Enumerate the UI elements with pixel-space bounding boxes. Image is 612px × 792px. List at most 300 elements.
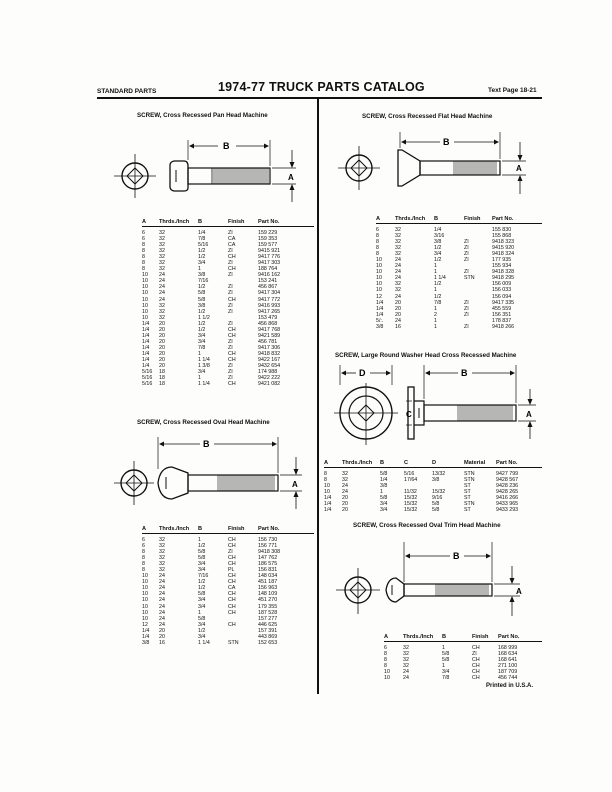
cell-b: 1 [442, 645, 445, 651]
cell-b: 1 [434, 317, 437, 324]
cell-part-no: 9417 335 [492, 299, 515, 306]
cell-threads-per-inch: 24 [395, 317, 401, 324]
cell-b: 3/8 [434, 239, 442, 246]
cell-material: STN [464, 477, 475, 484]
cell-b: 1 [434, 323, 437, 330]
cell-threads-per-inch: 18 [159, 381, 165, 388]
cell-threads-per-inch: 32 [395, 239, 401, 246]
cell-part-no: 156 351 [492, 311, 512, 318]
cell-b: 7/8 [442, 675, 450, 682]
cell-part-no: 9418 324 [492, 251, 515, 258]
trim-header-finish: Finish [472, 632, 498, 642]
washer-dim-c-label: C [406, 410, 412, 419]
cell-a: 1/4 [142, 332, 150, 339]
cell-a: 1/4 [324, 501, 332, 508]
cell-b: 1/2 [198, 254, 206, 261]
cell-finish: CH [228, 381, 236, 388]
cell-b: 1/2 [198, 284, 206, 291]
cell-threads-per-inch: 24 [159, 621, 165, 628]
column-divider [317, 97, 319, 694]
flat-head-title: SCREW, Cross Recessed Flat Head Machine [362, 113, 493, 120]
cell-threads-per-inch: 20 [159, 350, 165, 357]
cell-part-no: 9416 162 [258, 272, 281, 279]
washer-head-table [324, 458, 542, 513]
cell-b: 1/2 [434, 257, 442, 264]
cell-threads-per-inch: 18 [159, 375, 165, 382]
oval-header-b: B [198, 524, 228, 534]
cell-a: 8 [142, 242, 145, 249]
cell-b: 1 [198, 266, 201, 273]
cell-a: 10 [142, 585, 148, 592]
cell-b: 1 1/2 [198, 314, 210, 321]
cell-part-no: 446 625 [258, 621, 278, 628]
cell-a: 10 [376, 257, 382, 264]
cell-finish: PL [228, 567, 235, 574]
cell-a: 10 [376, 287, 382, 294]
cell-b: 3/4 [442, 669, 450, 676]
cell-threads-per-inch: 20 [159, 363, 165, 370]
cell-threads-per-inch: 20 [159, 332, 165, 339]
cell-a: 8 [324, 477, 327, 484]
cell-a: 8 [142, 567, 145, 574]
trim-header-b: B [442, 632, 472, 642]
cell-finish: CH [228, 332, 236, 339]
cell-a: 1/4 [142, 326, 150, 333]
cell-threads-per-inch: 32 [403, 663, 409, 670]
cell-threads-per-inch: 24 [159, 603, 165, 610]
table-row [324, 468, 542, 478]
cell-d: 3/8 [432, 477, 440, 484]
cell-a: 1/4 [142, 320, 150, 327]
cell-b: 3/4 [198, 603, 206, 610]
cell-b: 1 1/4 [434, 275, 446, 282]
table-row [142, 227, 314, 237]
cell-b: 1/2 [434, 281, 442, 288]
cell-part-no: 156 831 [258, 567, 278, 574]
cell-a: 6 [376, 227, 379, 233]
trim-head-screw-diagram [334, 536, 540, 628]
cell-c: 17/64 [404, 477, 418, 484]
washer-header-threads-per-inch: Thrds./Inch [342, 458, 380, 468]
cell-c: 15/32 [404, 507, 418, 514]
cell-b: 3/4 [198, 260, 206, 267]
cell-part-no: 9415 921 [258, 248, 281, 255]
cell-threads-per-inch: 24 [395, 275, 401, 282]
cell-b: 5/8 [198, 555, 206, 562]
catalog-title: 1974-77 TRUCK PARTS CATALOG [218, 80, 425, 94]
cell-a: 10 [142, 278, 148, 285]
cell-d: 5/8 [432, 507, 440, 514]
cell-b: 5/8 [380, 495, 388, 502]
cell-part-no: 9418 266 [492, 323, 515, 330]
cell-finish: CH [472, 645, 480, 651]
cell-b: 5/8 [198, 549, 206, 556]
pan-header-part-no: Part No. [258, 217, 314, 227]
cell-part-no: 159 577 [258, 242, 278, 249]
cell-finish: CA [228, 236, 236, 243]
cell-a: 5/16 [142, 381, 153, 388]
cell-finish: ZI [464, 311, 469, 318]
cell-finish: CH [228, 543, 236, 550]
cell-b: 1 [198, 375, 201, 382]
cell-finish: CH [228, 296, 236, 303]
cell-a: 8 [384, 651, 387, 658]
cell-a: 6 [142, 543, 145, 550]
cell-finish: CA [228, 242, 236, 249]
cell-part-no: 9415 920 [492, 245, 515, 252]
cell-a: 5/16 [142, 369, 153, 376]
cell-a: 10 [142, 591, 148, 598]
cell-finish: ZI [228, 248, 233, 255]
cell-threads-per-inch: 24 [342, 489, 348, 496]
washer-dim-b-label: B [461, 368, 468, 378]
cell-threads-per-inch: 32 [159, 314, 165, 321]
cell-material: ST [464, 483, 471, 490]
cell-part-no: 148 109 [258, 591, 278, 598]
cell-part-no: 456 744 [498, 675, 518, 682]
cell-a: 10 [376, 263, 382, 270]
cell-a: 1/4 [376, 311, 384, 318]
cell-threads-per-inch: 24 [159, 296, 165, 303]
cell-a: 10 [142, 573, 148, 580]
cell-threads-per-inch: 24 [159, 597, 165, 604]
cell-finish: CH [228, 591, 236, 598]
cell-threads-per-inch: 32 [395, 245, 401, 252]
cell-a: 8 [142, 555, 145, 562]
table-row [142, 381, 314, 387]
washer-head-screw-diagram [326, 363, 540, 455]
cell-threads-per-inch: 32 [403, 657, 409, 664]
cell-threads-per-inch: 32 [159, 266, 165, 273]
cell-part-no: 156 094 [492, 293, 512, 300]
cell-d: 9/16 [432, 495, 443, 502]
cell-b: 1 [380, 489, 383, 496]
flat-header-a: A [376, 214, 395, 224]
cell-part-no: 9418 328 [492, 269, 515, 276]
cell-finish: ZI [228, 260, 233, 267]
cell-b: 1 [434, 263, 437, 270]
pan-head-screw-diagram [112, 130, 312, 210]
trim-header-a: A [384, 632, 403, 642]
cell-threads-per-inch: 32 [395, 281, 401, 288]
cell-a: 6 [142, 236, 145, 243]
cell-finish: ZI [472, 651, 477, 658]
cell-threads-per-inch: 20 [159, 627, 165, 634]
cell-threads-per-inch: 20 [159, 326, 165, 333]
table-row [324, 507, 542, 513]
cell-finish: ZI [228, 320, 233, 327]
cell-part-no: 153 241 [258, 278, 278, 285]
cell-a: 10 [384, 669, 390, 676]
cell-threads-per-inch: 32 [403, 645, 409, 651]
cell-finish: ZI [464, 239, 469, 246]
cell-threads-per-inch: 32 [159, 242, 165, 249]
cell-part-no: 174 988 [258, 369, 278, 376]
cell-b: 3/4 [198, 338, 206, 345]
cell-material: STN [464, 501, 475, 508]
cell-a: 8 [384, 663, 387, 670]
pan-header-finish: Finish [228, 217, 258, 227]
cell-b: 1/4 [198, 230, 206, 236]
cell-finish: ZI [228, 375, 233, 382]
cell-b: 1/2 [434, 245, 442, 252]
cell-b: 1/2 [198, 326, 206, 333]
pan-dim-a-label: A [288, 173, 294, 182]
cell-a: 8 [142, 248, 145, 255]
cell-threads-per-inch: 24 [403, 669, 409, 676]
cell-a: 10 [142, 308, 148, 315]
cell-finish: CH [228, 603, 236, 610]
cell-b: 1 3/8 [198, 363, 210, 370]
cell-b: 1/4 [380, 477, 388, 484]
cell-b: 3/4 [198, 561, 206, 568]
header-left-label: STANDARD PARTS [97, 88, 157, 95]
cell-threads-per-inch: 20 [342, 501, 348, 508]
cell-threads-per-inch: 32 [159, 555, 165, 562]
pan-header-threads-per-inch: Thrds./Inch [159, 217, 198, 227]
cell-part-no: 159 229 [258, 230, 278, 236]
cell-finish: CH [472, 675, 480, 682]
cell-threads-per-inch: 20 [395, 299, 401, 306]
cell-b: 7/8 [198, 344, 206, 351]
cell-finish: ZI [228, 338, 233, 345]
cell-threads-per-inch: 16 [159, 639, 165, 646]
cell-b: 5/8 [442, 651, 450, 658]
cell-part-no: 9421 082 [258, 381, 281, 388]
cell-b: 1 [198, 537, 201, 543]
cell-finish: ZI [228, 549, 233, 556]
cell-a: 6 [142, 537, 145, 543]
cell-a: 1/4 [142, 356, 150, 363]
cell-part-no: 9417 303 [258, 260, 281, 267]
trim-head-table [384, 632, 542, 681]
cell-a: 10 [384, 675, 390, 682]
cell-finish: CH [472, 669, 480, 676]
cell-b: 5/8 [380, 471, 388, 477]
cell-threads-per-inch: 16 [395, 323, 401, 330]
cell-b: 1 [198, 609, 201, 616]
cell-b: 3/4 [380, 501, 388, 508]
cell-a: 10 [142, 579, 148, 586]
cell-material: ST [464, 507, 471, 514]
cell-part-no: 456 867 [258, 284, 278, 291]
cell-b: 3/4 [198, 332, 206, 339]
cell-part-no: 9418 295 [492, 275, 515, 282]
cell-a: 1/4 [142, 633, 150, 640]
cell-part-no: 187 528 [258, 609, 278, 616]
cell-a: 12 [376, 293, 382, 300]
cell-threads-per-inch: 32 [159, 236, 165, 243]
table-row [376, 224, 542, 234]
cell-c: 11/32 [404, 489, 417, 496]
cell-part-no: 9422 167 [258, 356, 281, 363]
table-row [376, 324, 542, 330]
cell-threads-per-inch: 24 [159, 609, 165, 616]
cell-finish: CH [228, 621, 236, 628]
cell-finish: CH [228, 266, 236, 273]
cell-a: 12 [142, 621, 148, 628]
cell-b: 1 1/4 [198, 356, 210, 363]
cell-finish: STN [464, 275, 475, 282]
flat-header-b: B [434, 214, 464, 224]
cell-part-no: 9428 236 [496, 483, 519, 490]
cell-finish: ZI [464, 257, 469, 264]
cell-a: 1/4 [376, 305, 384, 312]
cell-part-no: 168 641 [498, 657, 518, 664]
cell-part-no: 188 764 [258, 266, 278, 273]
cell-part-no: 156 009 [492, 281, 512, 288]
cell-threads-per-inch: 24 [159, 585, 165, 592]
cell-a: 8 [142, 266, 145, 273]
pan-head-title: SCREW, Cross Recessed Pan Head Machine [137, 112, 268, 119]
cell-part-no: 443 869 [258, 633, 278, 640]
cell-a: 8 [142, 549, 145, 556]
washer-header-c: C [404, 458, 432, 468]
cell-a: 6 [384, 645, 387, 651]
cell-b: 1/2 [198, 579, 206, 586]
cell-part-no: 157 277 [258, 615, 278, 622]
pan-head-table [142, 217, 314, 387]
cell-a: 1/4 [324, 507, 332, 514]
cell-finish: CH [228, 356, 236, 363]
trim-header-part-no: Part No. [498, 632, 542, 642]
cell-b: 3/4 [380, 507, 388, 514]
cell-threads-per-inch: 32 [159, 248, 165, 255]
washer-dim-a-label: A [526, 410, 532, 419]
cell-a: 10 [142, 296, 148, 303]
flat-dim-a-label: A [516, 164, 522, 173]
cell-a: 10 [142, 615, 148, 622]
oval-dim-a-label: A [292, 480, 298, 489]
cell-b: 5/8 [198, 615, 206, 622]
cell-finish: ZI [464, 251, 469, 258]
cell-finish: CH [228, 579, 236, 586]
cell-b: 1/4 [434, 227, 442, 233]
cell-material: ST [464, 495, 471, 502]
cell-threads-per-inch: 24 [159, 272, 165, 279]
flat-dim-b-label: B [443, 137, 450, 147]
cell-part-no: 179 355 [258, 603, 278, 610]
cell-b: 1 [434, 269, 437, 276]
cell-part-no: 9418 308 [258, 549, 281, 556]
flat-header-finish: Finish [464, 214, 492, 224]
cell-finish: CH [228, 326, 236, 333]
cell-threads-per-inch: 24 [159, 591, 165, 598]
oval-header-finish: Finish [228, 524, 258, 534]
cell-part-no: 9418 832 [258, 350, 281, 357]
cell-finish: CH [228, 350, 236, 357]
cell-part-no: 9416 266 [496, 495, 519, 502]
cell-part-no: 451 187 [258, 579, 278, 586]
flat-head-screw-diagram [336, 128, 536, 210]
cell-finish: ZI [464, 269, 469, 276]
cell-finish: CH [228, 561, 236, 568]
washer-header-d: D [432, 458, 464, 468]
cell-threads-per-inch: 20 [159, 356, 165, 363]
cell-b: 1/2 [198, 320, 206, 327]
cell-threads-per-inch: 20 [159, 320, 165, 327]
cell-threads-per-inch: 32 [395, 227, 401, 233]
cell-a: 5/16 [142, 375, 153, 382]
cell-threads-per-inch: 32 [159, 537, 165, 543]
cell-b: 1 [434, 305, 437, 312]
cell-threads-per-inch: 24 [159, 615, 165, 622]
cell-finish: CH [472, 657, 480, 664]
cell-part-no: 9427 799 [496, 471, 519, 477]
cell-threads-per-inch: 32 [159, 308, 165, 315]
cell-finish: CH [228, 597, 236, 604]
cell-threads-per-inch: 24 [159, 284, 165, 291]
cell-b: 3/4 [198, 633, 206, 640]
cell-finish: ZI [228, 363, 233, 370]
cell-part-no: 9417 776 [258, 254, 281, 261]
cell-finish: CH [228, 573, 236, 580]
washer-header-part-no: Part No. [496, 458, 542, 468]
trim-dim-a-label: A [516, 587, 522, 596]
cell-threads-per-inch: 32 [159, 230, 165, 236]
cell-part-no: 177 935 [492, 257, 512, 264]
cell-part-no: 168 634 [498, 651, 518, 658]
cell-finish: ZI [228, 284, 233, 291]
cell-b: 7/16 [198, 573, 209, 580]
cell-part-no: 178 837 [492, 317, 512, 324]
cell-a: 8 [376, 239, 379, 246]
cell-b: 3/4 [198, 621, 206, 628]
cell-a: 3/8 [376, 323, 384, 330]
cell-threads-per-inch: 32 [395, 287, 401, 294]
cell-a: 10 [142, 314, 148, 321]
cell-b: 5/16 [198, 242, 209, 249]
cell-finish: ZI [228, 308, 233, 315]
cell-b: 3/16 [434, 233, 445, 240]
cell-part-no: 152 653 [258, 639, 278, 646]
washer-head-title: SCREW, Large Round Washer Head Cross Recessed Machine [335, 352, 517, 359]
cell-threads-per-inch: 24 [159, 579, 165, 586]
cell-a: 10 [324, 489, 330, 496]
pan-dim-b-label: B [223, 141, 230, 151]
cell-finish: STN [228, 639, 239, 646]
cell-finish: CH [228, 555, 236, 562]
cell-threads-per-inch: 20 [159, 633, 165, 640]
cell-threads-per-inch: 32 [159, 549, 165, 556]
cell-a: 1/4 [142, 344, 150, 351]
cell-a: 8 [376, 245, 379, 252]
table-row [384, 642, 542, 652]
cell-b: 3/4 [198, 369, 206, 376]
table-row [384, 675, 542, 681]
cell-a: 10 [142, 272, 148, 279]
pan-header-a: A [142, 217, 159, 227]
cell-b: 2 [434, 311, 437, 318]
cell-finish: CH [228, 254, 236, 261]
cell-threads-per-inch: 32 [159, 254, 165, 261]
cell-part-no: 451 270 [258, 597, 278, 604]
cell-b: 3/8 [198, 272, 206, 279]
oval-header-a: A [142, 524, 159, 534]
cell-a: 10 [142, 284, 148, 291]
cell-part-no: 155 830 [492, 227, 512, 233]
cell-a: 10 [142, 302, 148, 309]
cell-part-no: 9417 306 [258, 344, 281, 351]
cell-finish: CH [228, 609, 236, 616]
oval-head-screw-diagram [112, 433, 312, 515]
cell-b: 3/8 [198, 302, 206, 309]
cell-part-no: 157 391 [258, 627, 278, 634]
cell-part-no: 147 762 [258, 555, 278, 562]
cell-threads-per-inch: 20 [159, 338, 165, 345]
cell-threads-per-inch: 24 [395, 293, 401, 300]
cell-a: 5/:. [376, 317, 384, 324]
